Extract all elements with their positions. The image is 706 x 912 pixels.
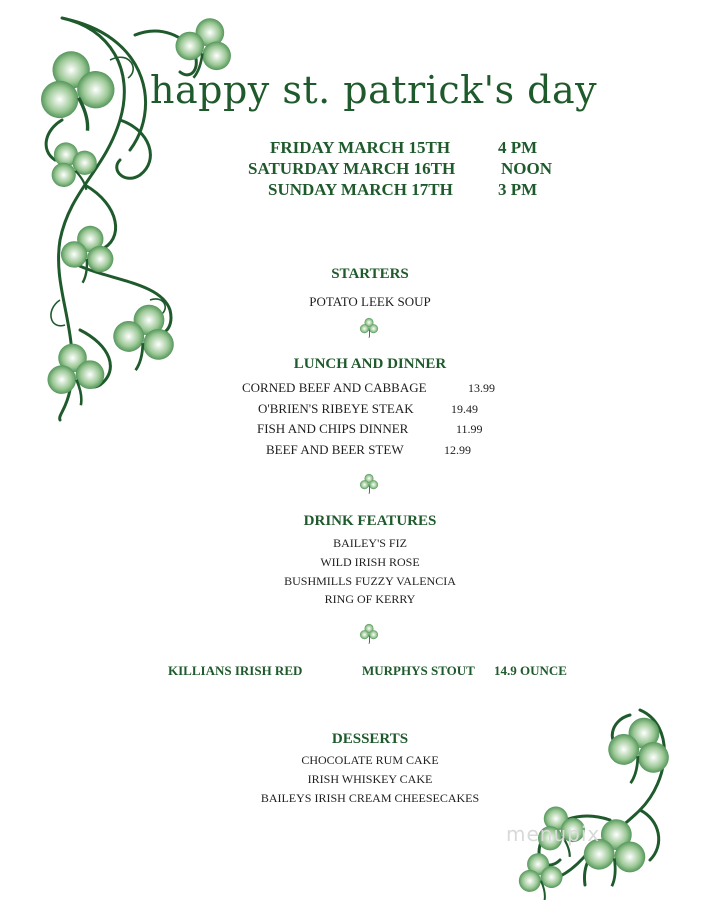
menu-item-price: 12.99 — [444, 443, 471, 457]
section-heading-drinks: DRINK FEATURES — [303, 513, 437, 529]
watermark-logo: menupix — [506, 822, 601, 846]
dessert-item: BAILEYS IRISH CREAM CHEESECAKES — [260, 791, 480, 805]
dessert-item: IRISH WHISKEY CAKE — [307, 772, 433, 786]
shamrock-divider-icon — [358, 622, 380, 644]
schedule-day-3: SUNDAY MARCH 17TH — [268, 180, 453, 199]
section-heading-lunch-dinner: LUNCH AND DINNER — [293, 356, 447, 372]
schedule-time-2: NOON — [501, 159, 552, 178]
drink-item: WILD IRISH ROSE — [320, 555, 420, 569]
schedule-day-2: SATURDAY MARCH 16TH — [248, 159, 456, 178]
menu-item-price: 19.49 — [451, 402, 478, 416]
menu-item-name: O'BRIEN'S RIBEYE STEAK — [258, 401, 414, 416]
shamrock-divider-icon — [358, 316, 380, 338]
menu-item-name: CORNED BEEF AND CABBAGE — [242, 380, 427, 395]
drink-item: BAILEY'S FIZ — [333, 536, 407, 550]
menu-item-price: 13.99 — [468, 381, 495, 395]
section-heading-desserts: DESSERTS — [331, 731, 409, 747]
schedule-day-1: FRIDAY MARCH 15TH — [270, 138, 451, 157]
menu-item-name: BEEF AND BEER STEW — [266, 442, 404, 457]
schedule-time-3: 3 PM — [498, 180, 538, 199]
schedule-time-1: 4 PM — [498, 138, 538, 157]
beer-killians: KILLIANS IRISH RED — [168, 663, 303, 678]
dessert-item: CHOCOLATE RUM CAKE — [301, 753, 439, 767]
shamrock-divider-icon — [358, 472, 380, 494]
page-title: happy st. patrick's day — [150, 68, 598, 112]
drink-item: RING OF KERRY — [324, 592, 416, 606]
menu-item-starter: POTATO LEEK SOUP — [309, 294, 431, 309]
beer-murphys-size: 14.9 OUNCE — [494, 663, 567, 678]
menu-item-price: 11.99 — [456, 422, 483, 436]
drink-item: BUSHMILLS FUZZY VALENCIA — [284, 574, 456, 588]
section-heading-starters: STARTERS — [331, 266, 409, 282]
menu-item-name: FISH AND CHIPS DINNER — [257, 421, 409, 436]
beer-murphys: MURPHYS STOUT — [362, 663, 475, 678]
